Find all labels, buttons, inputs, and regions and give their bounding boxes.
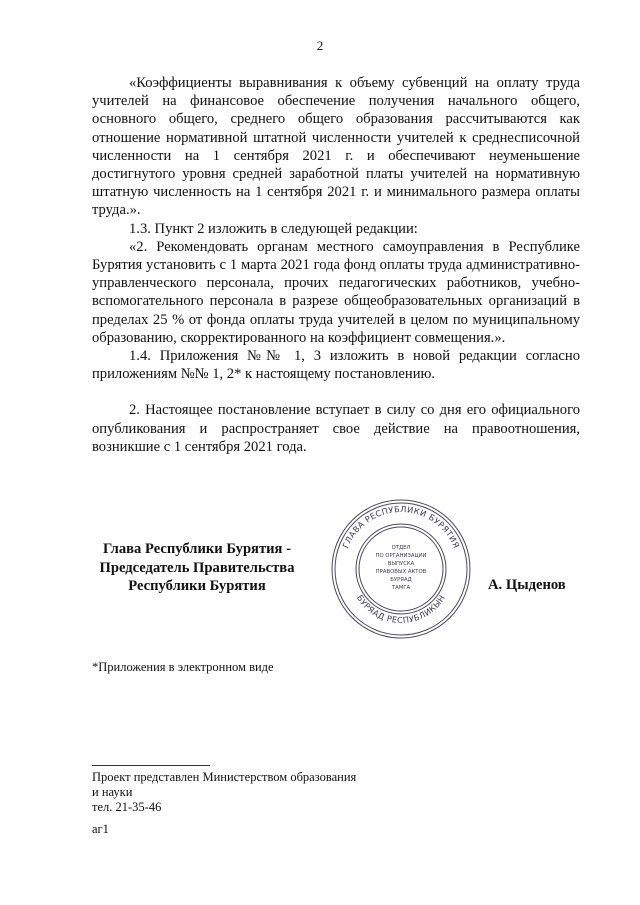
source-line: тел. 21-35-46	[92, 800, 162, 814]
svg-text:ПРАВОВЫХ АКТОВ: ПРАВОВЫХ АКТОВ	[375, 569, 427, 575]
body-text	[92, 74, 580, 456]
svg-text:БУРЯАД РЕСПУБЛИКЫН: БУРЯАД РЕСПУБЛИКЫН	[354, 592, 448, 626]
svg-text:ПО ОРГАНИЗАЦИИ: ПО ОРГАНИЗАЦИИ	[375, 553, 427, 559]
paragraph-coefficients: «Коэффициенты выравнивания к объему субвенций на оплату труда учителей на финансовое обеспечение получения начального общего, основного общего, среднего общего образования рассчитываются как отношение нормативной штатной численности учителей к среднесписочной численности на 1 сентября 2021 г. и обеспечивают неуменьшение достигнутого уровня средней заработной платы учителей на нормативную штатную численность на 1 сентября 2021 г. и минимального размера оплаты труда.».	[92, 75, 580, 219]
signer-name: А. Цыденов	[488, 577, 566, 593]
svg-text:ГЛАВА РЕСПУБЛИКИ БУРЯТИЯ: ГЛАВА РЕСПУБЛИКИ БУРЯТИЯ	[340, 503, 462, 550]
source-line: и науки	[92, 785, 133, 799]
document-code: аг1	[92, 822, 109, 836]
svg-text:БУРЯАД: БУРЯАД	[390, 577, 412, 583]
source-note	[92, 770, 356, 815]
signer-title-line: Глава Республики Бурятия -	[103, 541, 291, 557]
official-seal	[330, 498, 472, 640]
source-line: Проект представлен Министерством образования	[92, 770, 357, 784]
footnote: *Приложения в электронном виде	[92, 660, 274, 674]
paragraph-recommendation: «2. Рекомендовать органам местного самоуправления в Республике Бурятия установить с 1 марта 2021 года фонд оплаты труда административно-управленческого персонала, прочих педагогических работников, учебно-вспомогательного персонала в разрезе общеобразовательных организаций в пределах 25 % от фонда оплаты труда учителей в целом по муниципальному образованию, скорректированного на коэффициент совмещения.».	[92, 238, 580, 346]
page-number: 2	[316, 38, 324, 53]
paragraph-item-1-4: 1.4. Приложения №№ 1, 3 изложить в новой редакции согласно приложениям №№ 1, 2* к настоящему постановлению.	[92, 348, 580, 383]
svg-text:ТАМГА: ТАМГА	[391, 585, 411, 591]
paragraph-effective-date: 2. Настоящее постановление вступает в силу со дня его официального опубликования и распространяет свое действие на правоотношения, возникшие с 1 сентября 2021 года.	[92, 402, 580, 455]
svg-text:ОТДЕЛ: ОТДЕЛ	[391, 545, 411, 551]
footnote-rule	[92, 765, 210, 766]
paragraph-item-1-3: 1.3. Пункт 2 изложить в следующей редакции:	[129, 220, 418, 237]
svg-text:ВЫПУСКА: ВЫПУСКА	[387, 561, 415, 567]
signer-title-line: Председатель Правительства	[99, 559, 295, 576]
signer-title	[92, 540, 302, 596]
signer-title-line: Республики Бурятия	[128, 578, 266, 594]
